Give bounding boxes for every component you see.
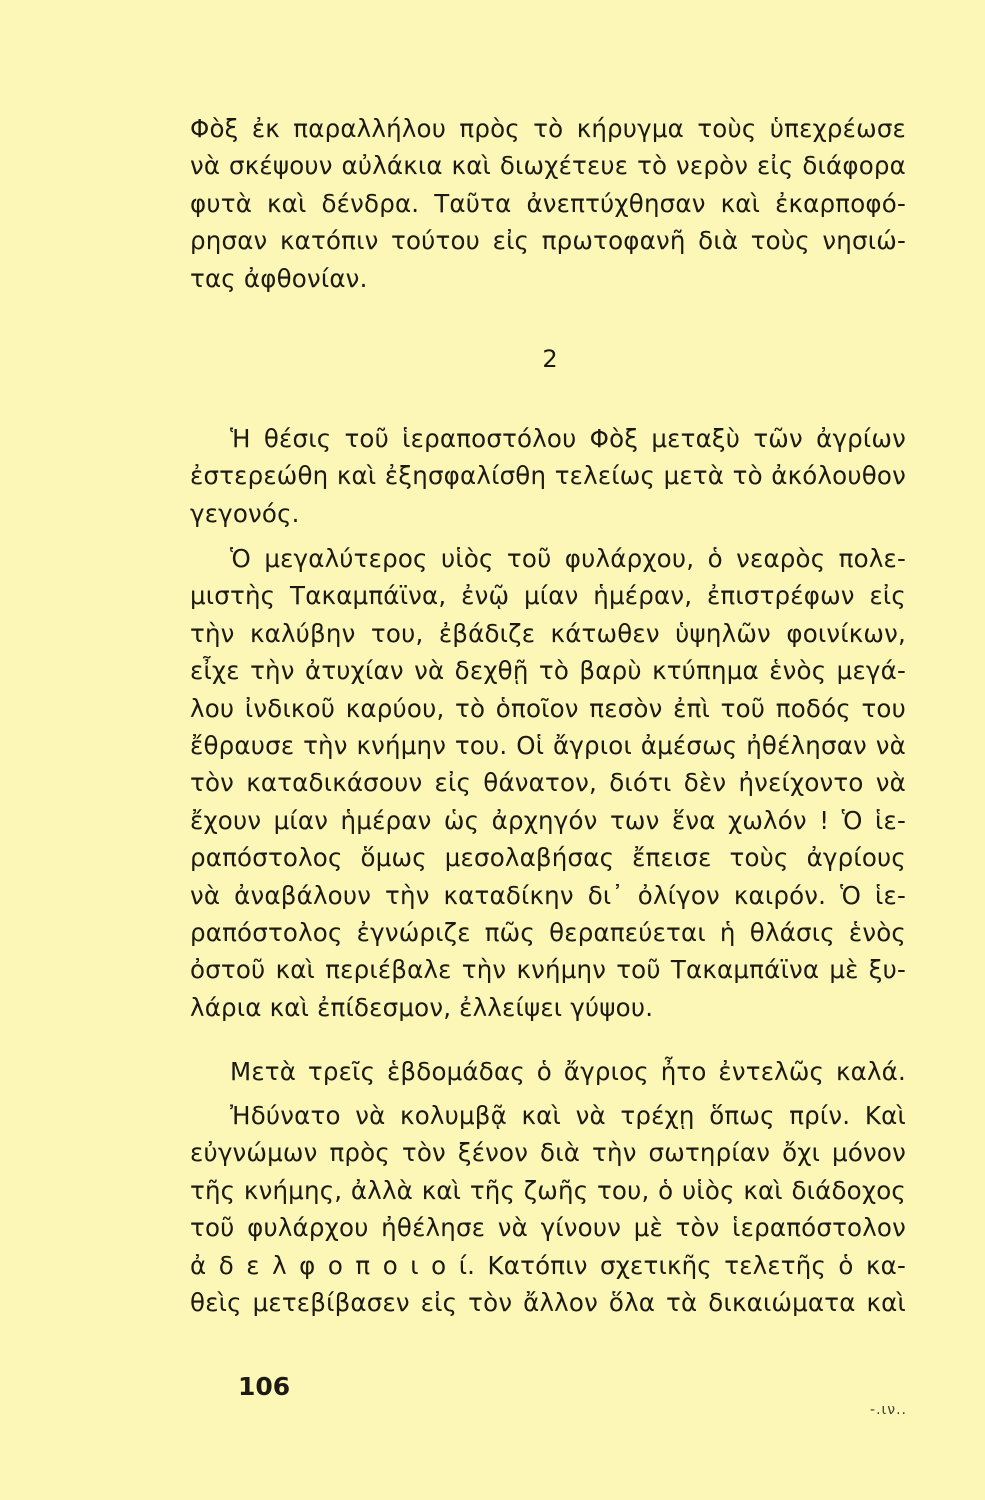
paragraph-3 <box>190 1053 906 1090</box>
text-line: γεγονός. <box>190 498 300 528</box>
text-line: ἔθραυσε τὴν κνήμην του. Οἱ ἄγριοι ἀμέσως ἠθέλησαν νὰ <box>190 730 906 760</box>
corner-mark: -.ιν.. <box>870 1402 907 1418</box>
text-line: τὸν καταδικάσουν εἰς θάνατον, διότι δὲν ἠνείχοντο νὰ <box>190 768 906 798</box>
text-line: μιστὴς Τακαμπάϊνα, ἐνῷ μίαν ἡμέραν, ἐπιστρέφων εἰς <box>190 581 906 611</box>
text-line: νὰ σκέψουν αὐλάκια καὶ διωχέτευε τὸ νερὸν εἰς διάφορα <box>190 151 906 181</box>
page-number: 106 <box>238 1372 291 1401</box>
paragraph-1 <box>190 420 906 532</box>
text-line: λάρια καὶ ἐπίδεσμον, ἐλλείψει γύψου. <box>190 992 654 1022</box>
text-line: φυτὰ καὶ δένδρα. Ταῦτα ἀνεπτύχθησαν καὶ ἐκαρποφό- <box>190 188 906 218</box>
paragraph-2 <box>190 540 906 1026</box>
text-line: ραπόστολος ὅμως μεσολαβήσας ἔπεισε τοὺς ἀγρίους <box>190 843 906 873</box>
paragraph-top <box>190 110 906 297</box>
text-line: Ἠδύνατο νὰ κολυμβᾷ καὶ νὰ τρέχῃ ὅπως πρίν. Καὶ <box>230 1101 906 1130</box>
text-line: Ἡ θέσις τοῦ ἱεραποστόλου Φὸξ μεταξὺ τῶν ἀγρίων <box>230 424 906 453</box>
text-line: ἔχουν μίαν ἡμέραν ὡς ἀρχηγόν των ἕνα χωλόν ! Ὁ ἱε- <box>190 805 906 835</box>
text-line: εἶχε τὴν ἀτυχίαν νὰ δεχθῇ τὸ βαρὺ κτύπημα ἑνὸς μεγά- <box>190 656 906 686</box>
text-line: ραπόστολος ἐγνώριζε πῶς θεραπεύεται ἡ θλάσις ἑνὸς <box>190 917 906 947</box>
text-line: ἀ δ ε λ φ ο π ο ι ο ί. Κατόπιν σχετικῆς τελετῆς ὁ κα- <box>190 1250 906 1280</box>
text-line: τῆς κνήμης, ἀλλὰ καὶ τῆς ζωῆς του, ὁ υἱὸς καὶ διάδοχος <box>190 1175 906 1205</box>
text-line: Ὁ μεγαλύτερος υἱὸς τοῦ φυλάρχου, ὁ νεαρὸς πολε- <box>230 544 906 573</box>
section-number: 2 <box>542 345 558 373</box>
text-line: ὀστοῦ καὶ περιέβαλε τὴν κνήμην τοῦ Τακαμπάϊνα μὲ ξυ- <box>190 955 906 985</box>
text-line: νὰ ἀναβάλουν τὴν καταδίκην δι᾽ ὀλίγον καιρόν. Ὁ ἱε- <box>190 880 906 910</box>
text-line: θεὶς μετεβίβασεν εἰς τὸν ἄλλον ὅλα τὰ δικαιώματα καὶ <box>190 1287 906 1317</box>
text-line: τας ἀφθονίαν. <box>190 263 368 293</box>
text-line: Μετὰ τρεῖς ἑβδομάδας ὁ ἄγριος ἦτο ἐντελῶς καλά. <box>230 1057 906 1086</box>
text-line: τοῦ φυλάρχου ἠθέλησε νὰ γίνουν μὲ τὸν ἱεραπόστολον <box>190 1213 906 1243</box>
text-line: ρησαν κατόπιν τούτου εἰς πρωτοφανῆ διὰ τοὺς νησιώ- <box>190 226 906 256</box>
text-line: λου ἰνδικοῦ καρύου, τὸ ὁποῖον πεσὸν ἐπὶ τοῦ ποδός του <box>190 693 906 723</box>
text-line: Φὸξ ἐκ παραλλήλου πρὸς τὸ κήρυγμα τοὺς ὑπεχρέωσε <box>190 114 906 143</box>
text-line: τὴν καλύβην του, ἐβάδιζε κάτωθεν ὑψηλῶν φοινίκων, <box>190 618 906 648</box>
text-line: ἐστερεώθη καὶ ἐξησφαλίσθη τελείως μετὰ τὸ ἀκόλουθον <box>190 461 906 491</box>
text-line: εὐγνώμων πρὸς τὸν ξένον διὰ τὴν σωτηρίαν ὄχι μόνον <box>190 1138 906 1168</box>
paragraph-4 <box>190 1097 906 1321</box>
